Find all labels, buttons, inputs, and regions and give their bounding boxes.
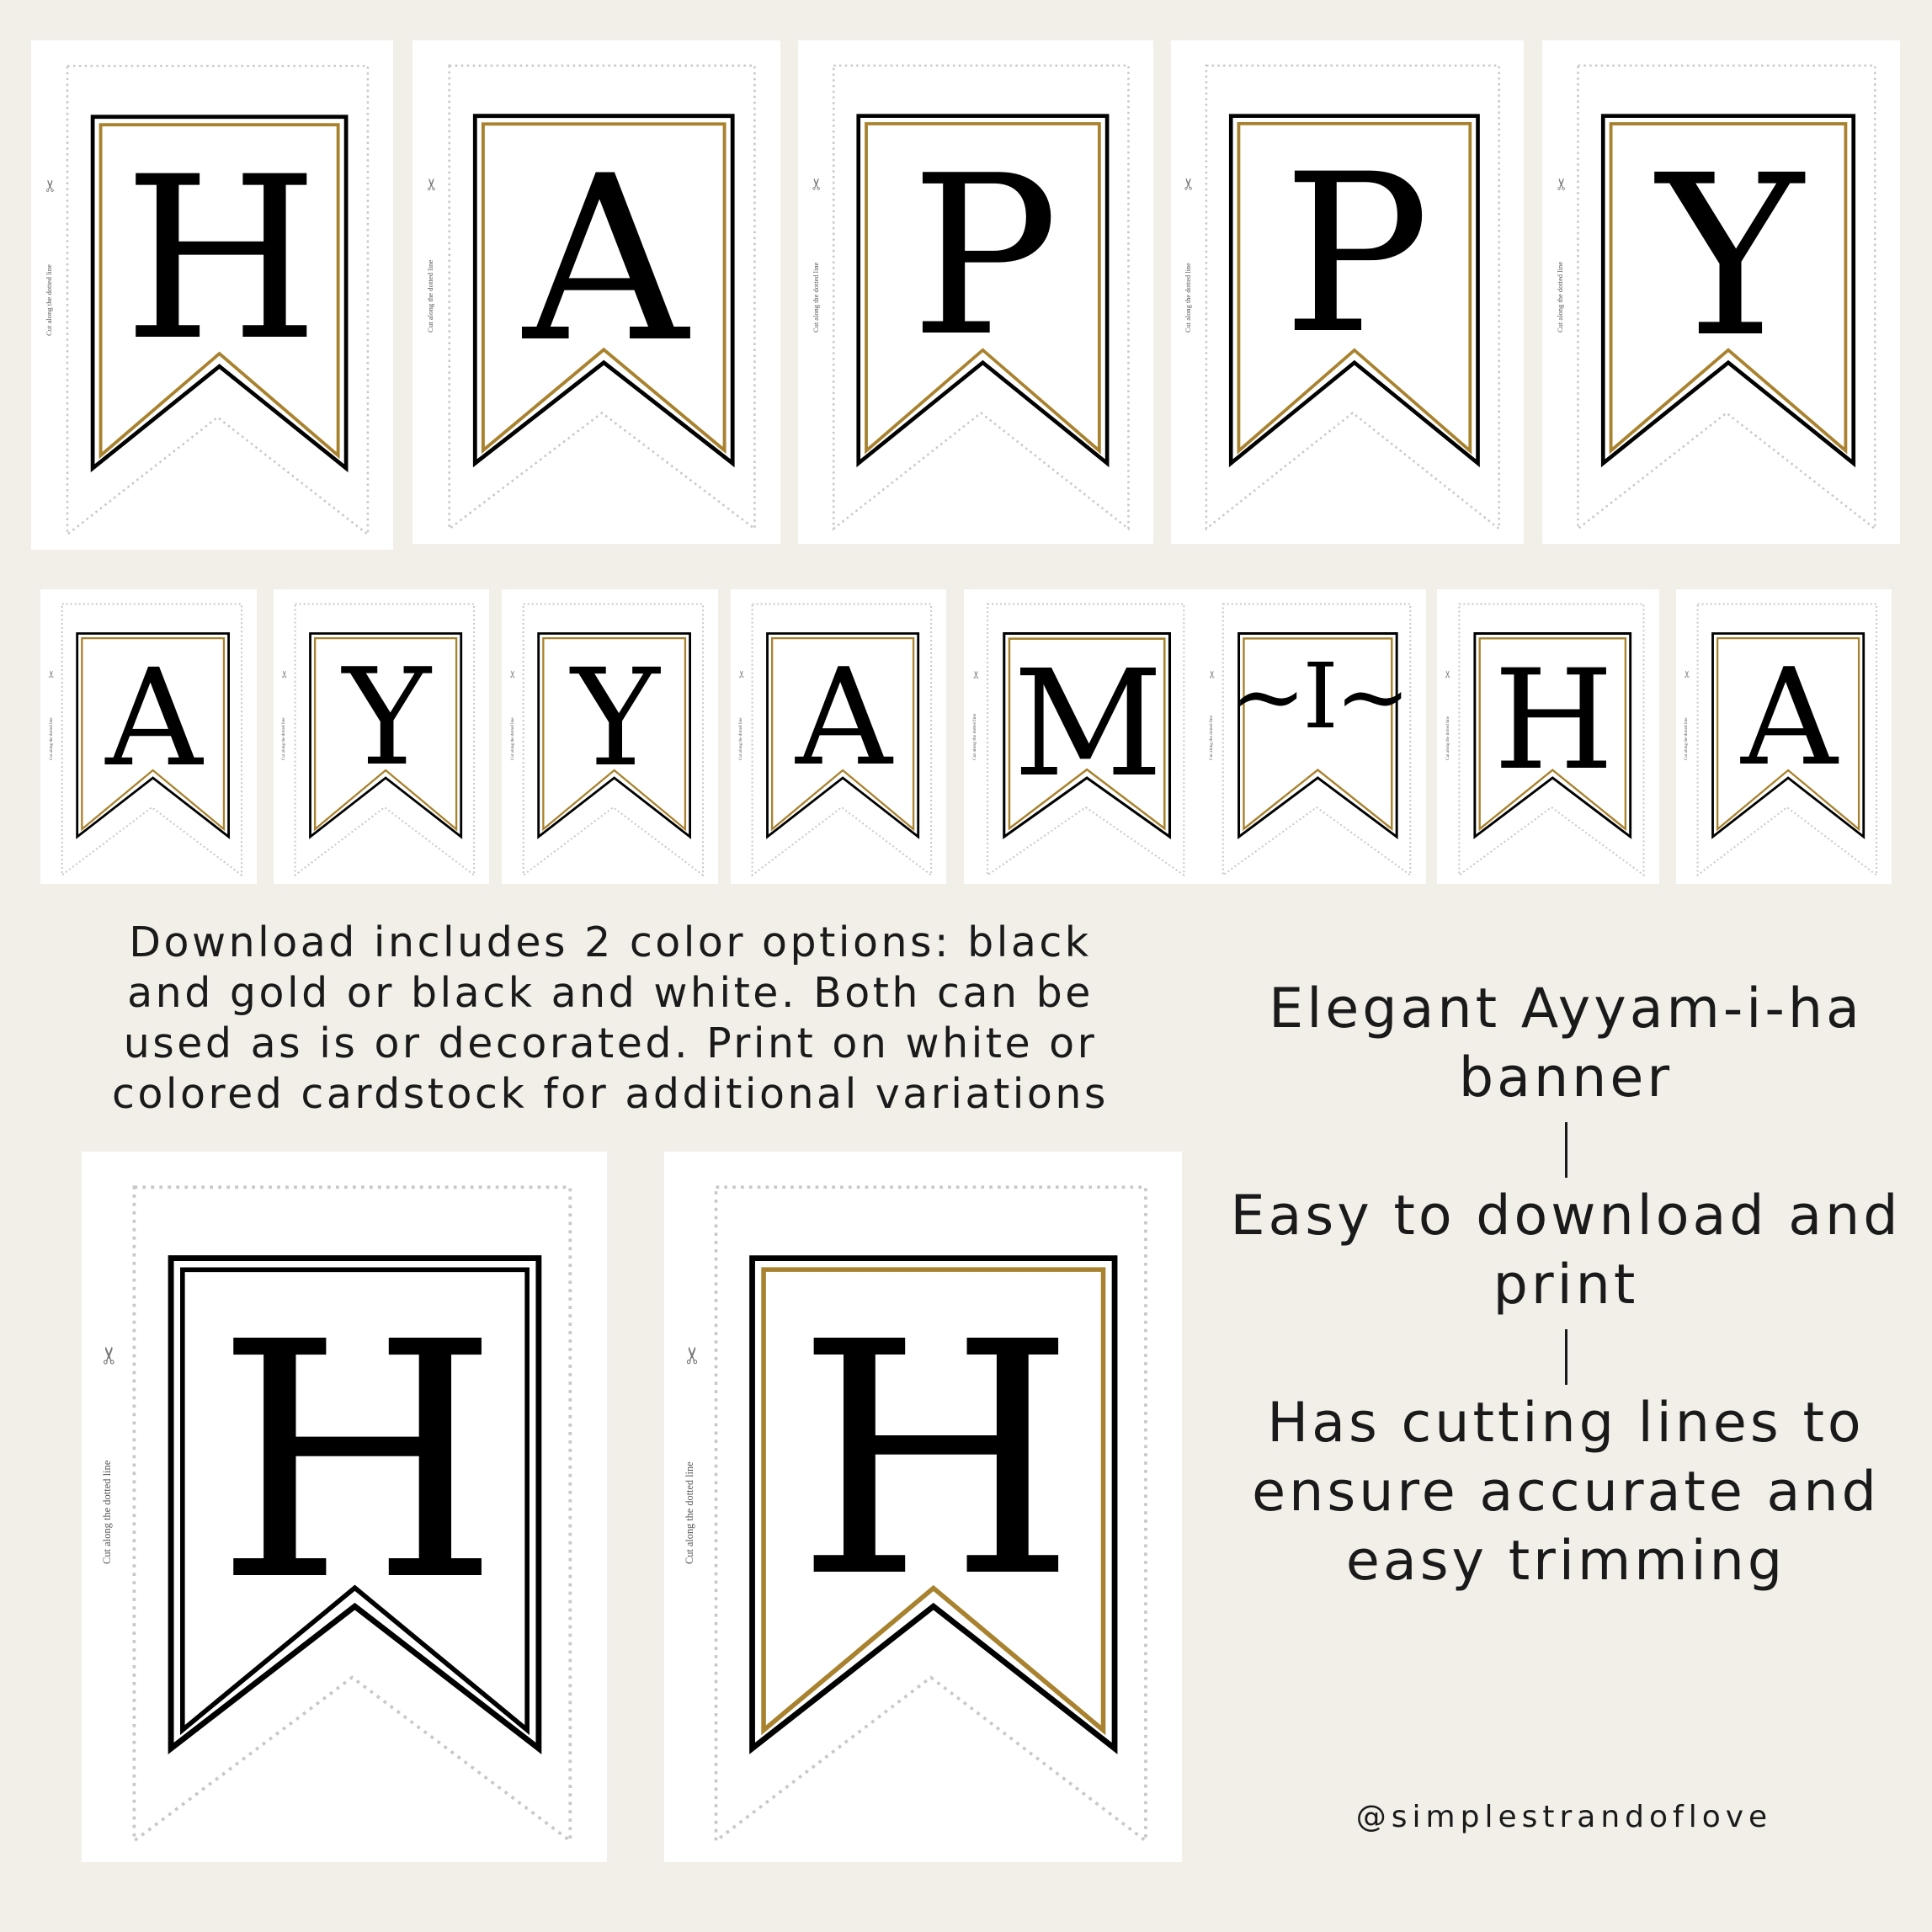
cut-instruction: Cut along the dotted line [1445,716,1450,760]
scissors-icon: ✂ [45,669,58,679]
feature-item: Elegant Ayyam-i-ha banner [1269,977,1863,1110]
banner-card [274,589,489,884]
feature-list [1229,975,1903,1596]
banner-letter: A [1741,640,1838,796]
cut-instruction: Cut along the dotted line [48,717,54,760]
scissors-icon: ✂ [422,178,442,192]
banner-letter: H [215,1274,500,1653]
cut-instruction: Cut along the dotted line [281,717,287,760]
cut-instruction: Cut along the dotted line [509,717,515,760]
cut-instruction: Cut along the dotted line [1208,716,1214,760]
social-handle: @simplestrandoflove [1355,1800,1773,1834]
banner-card [964,589,1200,884]
scissors-icon: ✂ [736,669,748,679]
cut-instruction: Cut along the dotted line [738,717,744,760]
feature-item: Easy to download and print [1230,1184,1902,1317]
download-description: Download includes 2 color options: black and gold or black and white. Both can be used as is or decorated. Print on white or colored cardstock for additional variations [112,918,1109,1118]
banner-letter: A [105,639,203,796]
feature-divider [1229,1113,1903,1182]
banner-card [502,589,718,884]
scissors-icon: ✂ [507,669,519,679]
scissors-icon: ✂ [95,1345,124,1365]
banner-card [664,1152,1182,1862]
banner-card [1676,589,1892,884]
scissors-icon: ✂ [1681,669,1694,679]
cut-instruction: Cut along the dotted line [101,1460,114,1564]
banner-card [31,40,393,550]
banner-letter: H [123,129,319,391]
banner-card [731,589,946,884]
scissors-icon: ✂ [969,669,982,679]
banner-letter: P [910,127,1059,385]
banner-card [1437,589,1659,884]
scissors-icon: ✂ [807,177,827,191]
cut-instruction: Cut along the dotted line [1184,263,1192,333]
banner-card [1200,589,1426,884]
scissors-icon: ✂ [1551,178,1572,192]
banner-letter: M [1013,638,1163,810]
cut-instruction: Cut along the dotted line [44,263,53,336]
scissors-icon: ✂ [40,178,61,194]
banner-card [1171,40,1524,544]
banner-card [412,40,780,544]
banner-letter: ~I~ [1230,643,1408,749]
scissors-icon: ✂ [1180,177,1199,191]
banner-letter: Y [1657,127,1804,386]
banner-card [1542,40,1900,544]
scissors-icon: ✂ [279,669,291,679]
banner-letter: A [796,640,892,796]
cut-instruction: Cut along the dotted line [1555,261,1564,333]
scissors-icon: ✂ [678,1345,706,1365]
cut-instruction: Cut along the dotted line [683,1461,695,1564]
scissors-icon: ✂ [1442,669,1455,679]
cut-instruction: Cut along the dotted line [972,713,978,760]
cut-instruction: Cut along the dotted line [426,259,435,333]
feature-item: Has cutting lines to ensure accurate and easy trimming [1252,1392,1880,1593]
banner-card [82,1152,607,1862]
scissors-icon: ✂ [1206,669,1219,679]
banner-letter: A [523,126,689,392]
banner-letter: Y [343,640,431,796]
banner-letter: H [1493,639,1614,801]
feature-divider [1229,1320,1903,1389]
banner-card [40,589,257,884]
banner-letter: Y [571,639,660,796]
banner-card [798,40,1153,544]
banner-letter: P [1282,127,1430,382]
cut-instruction: Cut along the dotted line [811,262,820,333]
banner-letter: H [796,1274,1077,1648]
cut-instruction: Cut along the dotted line [1684,717,1690,760]
